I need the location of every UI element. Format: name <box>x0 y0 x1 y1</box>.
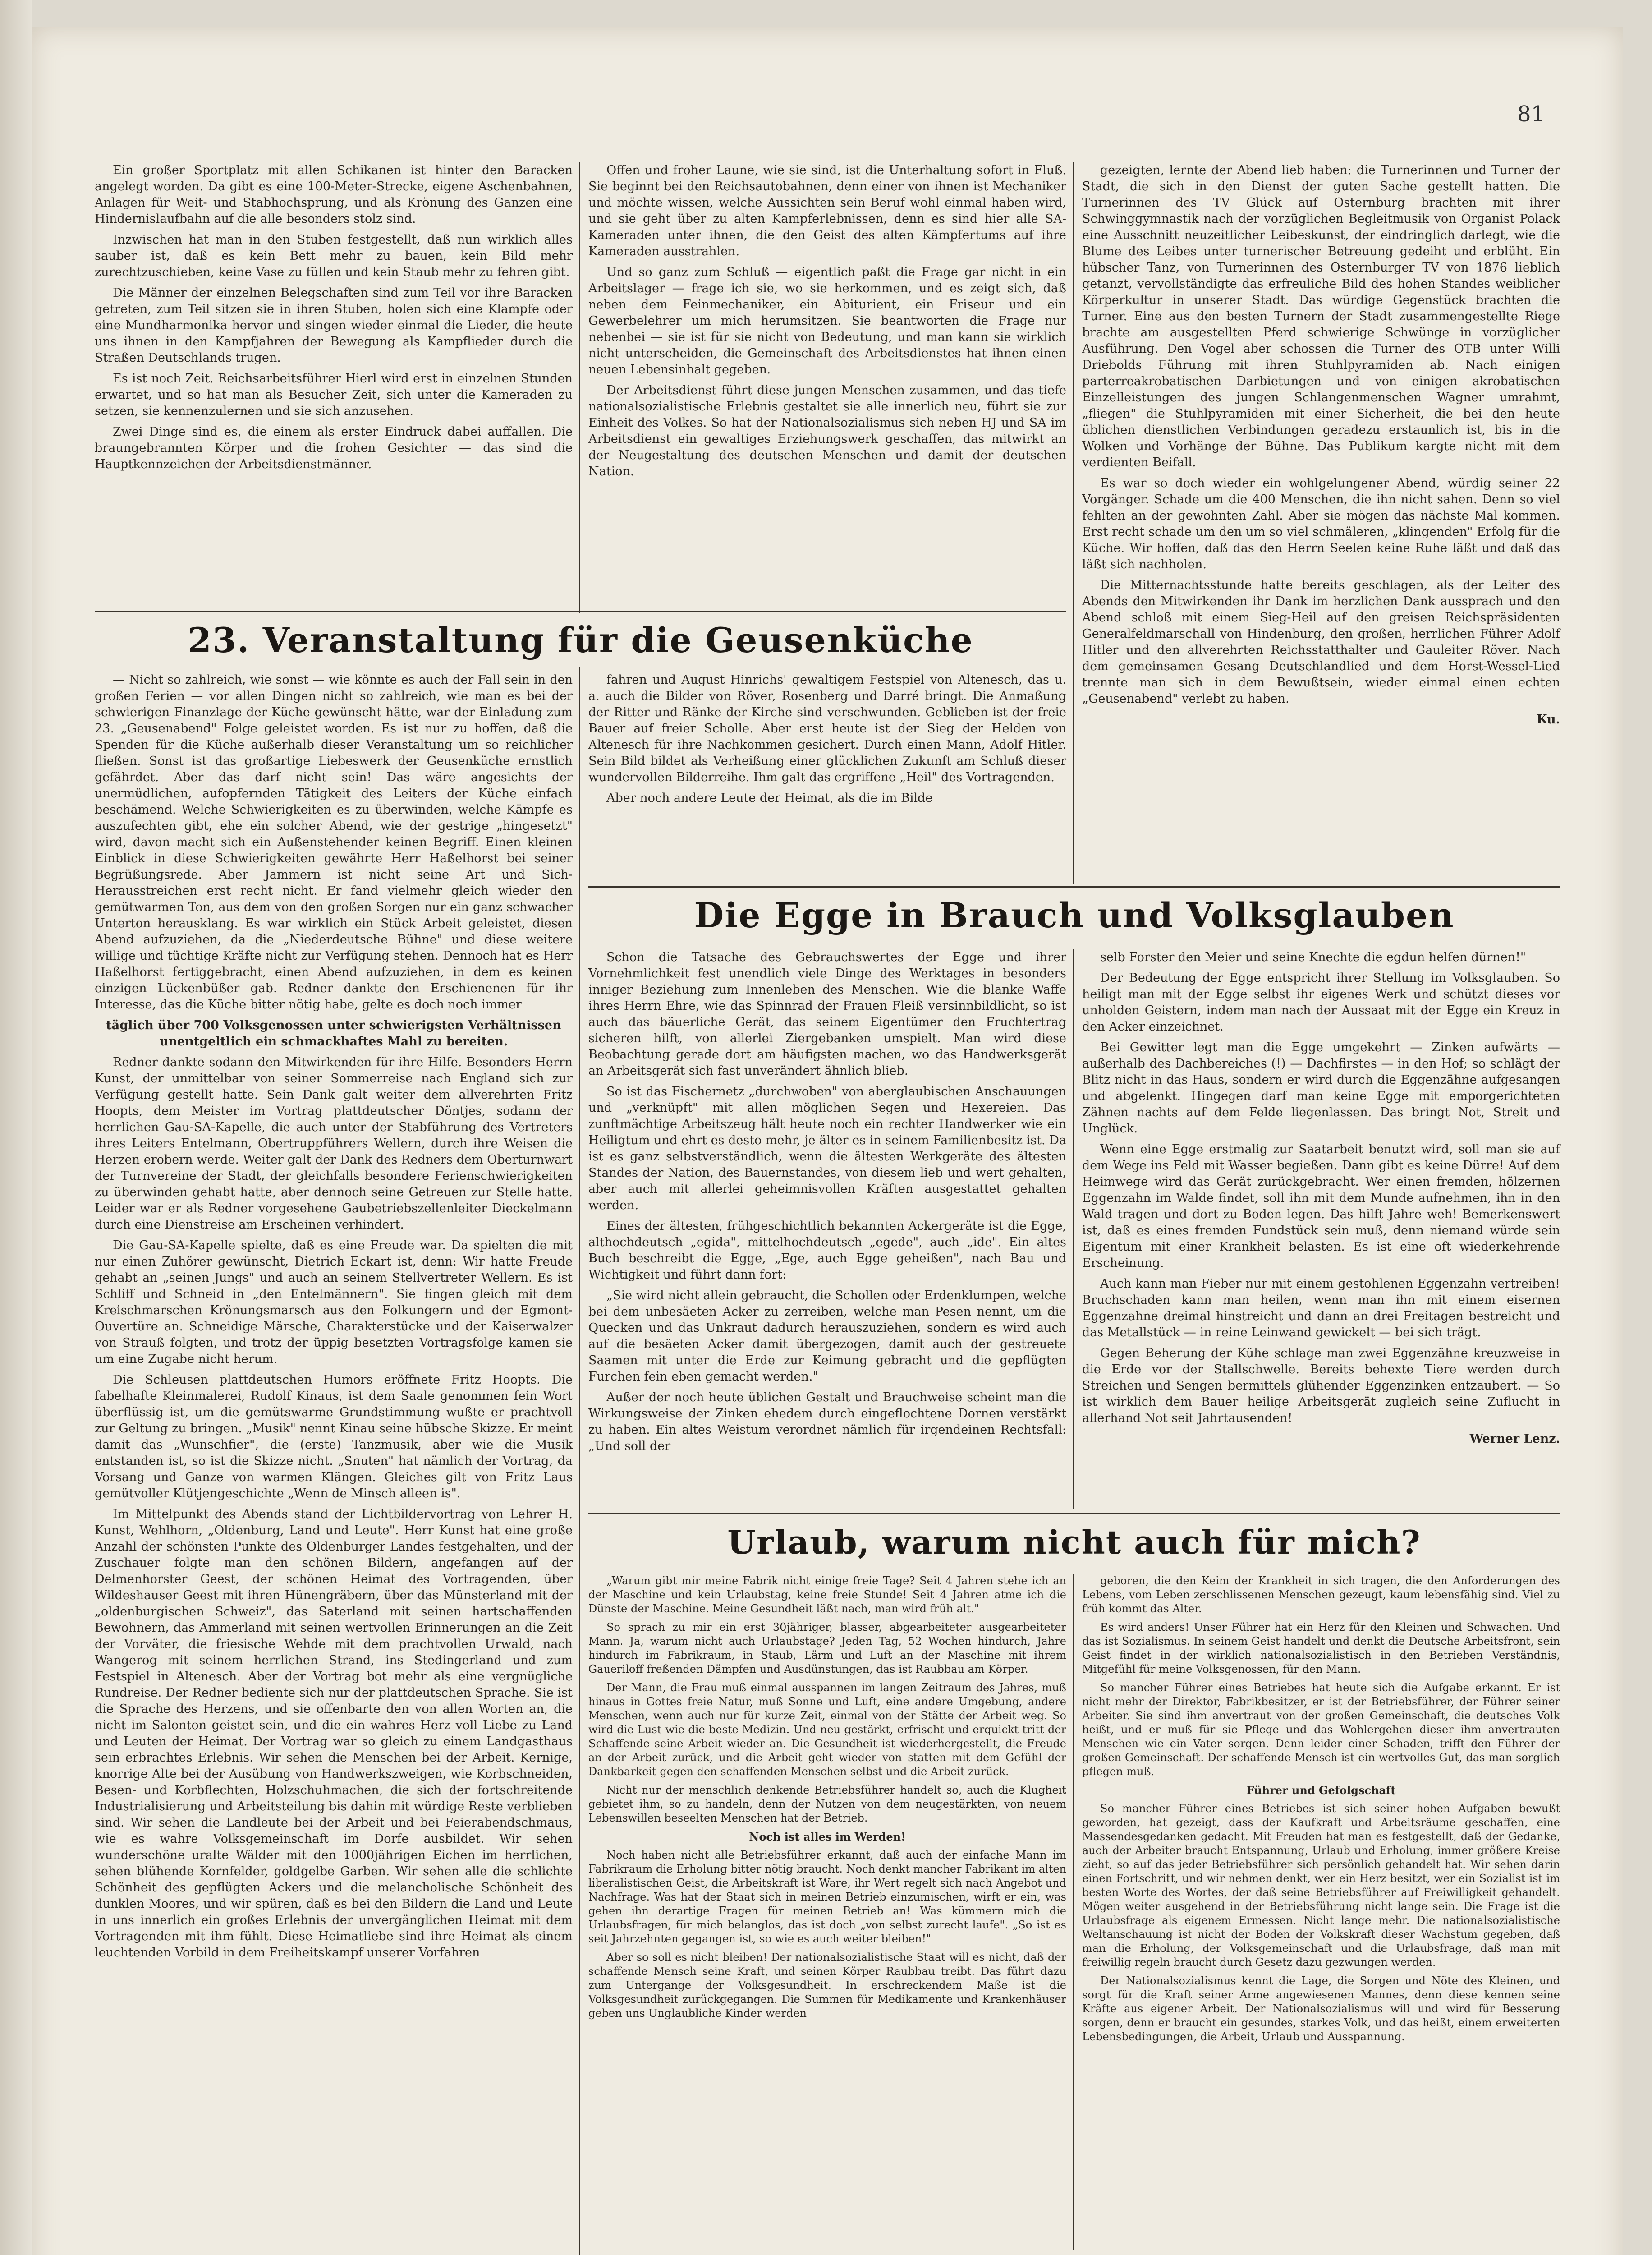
column-rule <box>1073 162 1074 884</box>
column-rule <box>579 667 580 2255</box>
top-right-column <box>1082 162 1560 884</box>
paragraph: Der Nationalsozialismus kennt die Lage, die Sorgen und Nöte des Kleinen, und sorgt für die Kraft seiner Arme angewiesenen Mannes, denn diese kennen seine Kräfte aus eigener Arbeit. Der Nationalsozialismus will und wird für Besserung sorgen, denn er braucht ein gesundes, starkes Volk, und das heißt, einem erweiterten Lebensbedingungen, die Arbeit, Urlaub und Ausspannung. <box>1082 1974 1560 2043</box>
paragraph: Es ist noch Zeit. Reichsarbeitsführer Hierl wird erst in einzelnen Stunden erwartet, und so hat man als Besucher Zeit, sich unter die Kameraden zu setzen, sie kennenzulernen und sie sich anzusehen. <box>95 372 573 418</box>
subheading: Noch ist alles im Werden! <box>749 1830 906 1843</box>
paragraph: — Nicht so zahlreich, wie sonst — wie könnte es auch der Fall sein in den großen Ferien — vor allen Dingen nicht so zahlreich, wie man es bei der schwierigen Finanzlage der Küche gewünscht hätte, war der Einladung zum 23. „Geusenabend" Folge geleistet worden. Es ist nur zu hoffen, daß die Spenden für die Küche außerhalb dieser Veranstaltung um so reichlicher fließen. Sonst ist das großartige Liebeswerk der Geusenküche ernstlich gefährdet. Aber das darf nicht sein! Das wäre angesichts der unermüdlichen, aufopfernden Tätigkeit des Leiters der Küche einfach beschämend. Welche Schwierigkeiten es zu überwinden, welche Kämpfe es auszufechten gibt, ehe ein solcher Abend, wie der gestrige „hingesetzt" wird, davon macht sich ein Außenstehender keinen Begriff. Einen kleinen Einblick in diese Schwierigkeiten gewährte Herr Haßelhorst bei seiner Begrüßungsrede. Aber Jammern ist nicht seine Art und Sich-Herausstreichen erst recht nicht. Er fand vielmehr gleich wieder den gemütwarmen Ton, aus dem von den großen Sorgen nur ein ganz schwacher Unterton herausklang. Es war wirklich ein Stück Arbeit geleistet, diesen Abend aufzuziehen, da die „Niederdeutsche Bühne" und diese weitere willige und tüchtige Kräfte nicht zur Verfügung stehen. Dennoch hat es Herr Haßelhorst fertiggebracht, einen Abend aufzuziehen, in dem es keinen einzigen Lückenbüßer gab. Redner dankte den Erschienenen für ihr Interesse, das die Küche bitter nötig habe, gelte es doch noch immer <box>95 673 573 1012</box>
paragraph: Offen und froher Laune, wie sie sind, ist die Unterhaltung sofort in Fluß. Sie beginnt bei den Reichsautobahnen, denn einer von ihnen ist Mechaniker und möchte wissen, welche Aussichten sein Beruf wohl einmal haben wird, und sie geht über zu alten Kampferlebnissen, denn es sind hier alle SA-Kameraden unter ihnen, die den Geist des alten Kämpfertums auf ihre Kameraden ausstrahlen. <box>588 163 1066 258</box>
paragraph: Die Schleusen plattdeutschen Humors eröffnete Fritz Hoopts. Die fabelhafte Kleinmalerei, Rudolf Kinaus, ist dem Saale genommen fein Wort überflüssig ist, um die gemütswarme Grundstimmung wußte er prachtvoll zur Geltung zu bringen. „Musik" nennt Kinau seine hübsche Skizze. Er meint damit das „Wunschfier", die (erste) Tanzmusik, aber wie die Musik entstanden ist, so ist die Skizze nicht. „Snuten" hat nämlich der Vortrag, da Vorsang und Ganze von warmen Klängen. Gleiches gilt von Fritz Laus gemütvoller Klütjengeschichte „Wenn de Minsch alleen is". <box>95 1373 573 1500</box>
paragraph: Redner dankte sodann den Mitwirkenden für ihre Hilfe. Besonders Herrn Kunst, der unmittelbar von seiner Sommerreise nach England sich zur Verfügung gestellt hatte. Sein Dank galt weiter dem allverehrten Fritz Hoopts, dem Meister im Vortrag plattdeutscher Döntjes, sodann der herrlichen Gau-SA-Kapelle, die auch unter der Stabführung des Vertreters ihres Leiters Entelmann, Obertruppführers Wellern, durch ihre Weisen die Herzen erobern werde. Weiter galt der Dank des Redners dem Oberturnwart der Turnvereine der Stadt, der gleichfalls besondere Ferienschwierigkeiten zu überwinden gehabt hatte, aber dennoch seine Getreuen zur Stelle hatte. Leider war er als Redner vorgesehene Gaubetriebszellenleiter Dieckelmann durch eine Dienstreise am Erscheinen verhindert. <box>95 1055 573 1232</box>
paragraph: Aber so soll es nicht bleiben! Der nationalsozialistische Staat will es nicht, daß der schaffende Mensch seine Kraft, und seinen Körper Raubbau treibt. Das führt dazu zum Untergange der Volksgesundheit. In erschreckendem Maße ist die Volksgesundheit zurückgegangen. Die Summen für Medikamente und Krankenhäuser geben uns Unglaubliche Kinder werden <box>588 1951 1066 2020</box>
page-number: 81 <box>1517 101 1545 127</box>
paragraph: Der Mann, die Frau muß einmal ausspannen im langen Zeitraum des Jahres, muß hinaus in Gottes freie Natur, muß Sonne und Luft, eine andere Umgebung, andere Menschen, wenn auch nur für kurze Zeit, einmal von der Stätte der Arbeit weg. So wird die Lust wie die beste Medizin. Und neu gestärkt, erfrischt und erquickt tritt der Schaffende seine Arbeit wieder an. Die Gesundheit ist wiederhergestellt, die Freude an der Arbeit zurück, und die Arbeit geht wieder von statten mit dem Gefühl der Dankbarkeit gegen den schaffenden Menschen selbst und die Arbeit zurück. <box>588 1681 1066 1778</box>
paragraph: Der Bedeutung der Egge entspricht ihrer Stellung im Volksglauben. So heiligt man mit der Egge selbst ihr eigenes Werk und schützt dieses vor unholden Geistern, indem man nach der Aussaat mit der Egge ein Kreuz in den Acker einzeichnet. <box>1082 971 1560 1034</box>
author-signature: Werner Lenz. <box>1469 1432 1560 1446</box>
section-rule <box>588 1513 1560 1514</box>
top-middle-column <box>588 162 1066 613</box>
paragraph: Die Männer der einzelnen Belegschaften sind zum Teil vor ihre Baracken getreten, zum Teil sitzen sie in ihren Stuben, holen sich eine Klampfe oder eine Mundharmonika hervor und singen wieder einmal die Lieder, die heute uns ihnen in den Kampfjahren der Bewegung als Kampflieder durch die Straßen Deutschlands trugen. <box>95 286 573 365</box>
article2-left-column <box>95 672 573 2255</box>
paragraph: Der Arbeitsdienst führt diese jungen Menschen zusammen, und das tiefe nationalsozialistische Erlebnis gestaltet sie alle innerlich neu, führt sie zur Einheit des Volkes. So hat der Nationalsozialismus sich neben HJ und SA im Arbeitsdienst ein gewaltiges Erziehungswerk geschaffen, das mitwirkt an der Neugestaltung des deutschen Menschen und damit der deutschen Nation. <box>588 383 1066 479</box>
paragraph: Eines der ältesten, frühgeschichtlich bekannten Ackergeräte ist die Egge, althochdeutsch „egida", mittelhochdeutsch „egede", auch „ide". Ein altes Buch beschreibt die Egge, „Ege, auch Egge geheißen", nach Bau und Wichtigkeit und führt dann fort: <box>588 1219 1066 1282</box>
article3-left-column <box>588 949 1066 1509</box>
quoted-paragraph: „Sie wird nicht allein gebraucht, die Schollen oder Erdenklumpen, welche bei dem unbesäeten Acker zu zerreiben, welche man Pesen nennt, um die Quecken und das Unkraut dadurch herauszuziehen, sondern es wird auch auf die besäeten Acker damit übergezogen, damit auch der gestreuete Saamen mit unter die Erde zur Keimung gebracht und die gepflügten Furchen fein eben gemacht werden." <box>588 1289 1066 1384</box>
paragraph: Ein großer Sportplatz mit allen Schikanen ist hinter den Baracken angelegt worden. Da gibt es eine 100-Meter-Strecke, eigene Aschenbahnen, Anlagen für Weit- und Stabhochsprung, und als Krönung des Ganzen eine Hindernislaufbahn auf die alle besonders stolz sind. <box>95 163 573 226</box>
newspaper-page <box>32 27 1623 2255</box>
paragraph: So mancher Führer eines Betriebes ist sich seiner hohen Aufgaben bewußt geworden, hat gezeigt, dass der Kaufkraft und Arbeitsräume geschaffen, eine Massendesgedanken gedacht. Mit Freuden hat man es festgestellt, daß der Gedanke, auch der Arbeiter braucht Entspannung, Urlaub und Erholung, immer größere Kreise zieht, so auf das jeder Betriebsführer sich persönlich gehandelt hat. Wir sehen darin einen Fortschritt, und wir nehmen denkt, wer ein Herz besitzt, wer ein Sozialist ist im besten Worte des Wortes, der daß seine Betriebsführer auf Freiwilligkeit gehandelt. Mögen weiter ausgehend in der Betriebsführung nicht lange sein. Die Frage ist die Urlaubsfrage als eigenem Ermessen. Nicht lange mehr. Die nationalsozialistische Weltanschauung ist nicht der Boden der Volkskraft dieser Wachstum gegeben, daß man die Erholung, der Volksgemeinschaft und die Urlaubsfrage, daß man mit freiwillig regeln braucht durch Gesetz dazu gezwungen werden. <box>1082 1802 1560 1969</box>
paragraph: Bei Gewitter legt man die Egge umgekehrt — Zinken aufwärts — außerhalb des Dachbereiches (!) — Dachfirstes — in den Hof; so schlägt der Blitz nicht in das Haus, sondern er wird durch die Eggenzähne aufgesangen und abgelenkt. Hingegen darf man keine Egge mit emporgerichteten Zähnen nachts auf dem Felde liegenlassen. Das bringt Not, Streit und Unglück. <box>1082 1040 1560 1136</box>
paragraph: Und so ganz zum Schluß — eigentlich paßt die Frage gar nicht in ein Arbeitslager — frage ich sie, wo sie herkommen, und es zeigt sich, daß neben dem Feinmechaniker, ein Abiturient, ein Friseur und ein Gewerbelehrer um mich herumsitzen. Sie beantworten die Frage nur nebenbei — sie ist für sie nicht von Bedeutung, und man kann sie wirklich nicht unterscheiden, die Gemeinschaft des Arbeitsdienstes hat ihnen einen neuen Lebensinhalt gegeben. <box>588 265 1066 377</box>
paragraph: Die Gau-SA-Kapelle spielte, daß es eine Freude war. Da spielten die mit nur einen Zuhörer gewünscht, Dietrich Eckart ist, denn: Wir hatte Freude gehabt an „seinen Jungs" und auch an seinem Stellvertreter Wellern. Es ist Schliff und Schneid in „den Entelmännern". Sie fingen gleich mit dem Kreischmarschen Krönungsmarsch aus den Folkungern und der Egmont-Ouvertüre an. Schneidige Märsche, Charakterstücke und der Kaiserwalzer von Strauß folgten, und trotz der üppig besetzten Vortragsfolge kamen sie um eine Zugabe nicht herum. <box>95 1238 573 1366</box>
paragraph: Im Mittelpunkt des Abends stand der Lichtbildervortrag von Lehrer H. Kunst, Wehlhorn, „Oldenburg, Land und Leute". Herr Kunst hat eine große Anzahl der schönsten Punkte des Oldenburger Landes festgehalten, und der Zuschauer folgte man den schönen Bildern, angefangen auf der Delmenhorster Geest, der schönen Heimat des Vortragenden, über Wildeshauser Geest mit ihren Hünengräbern, über das Münsterland mit der „oldenburgischen Schweiz", das Saterland mit seinen hartschaffenden Bewohnern, das Ammerland mit seinen wertvollen Erinnerungen an die Zeit der Vorväter, die friesische Wehde mit dem prachtvollen Urwald, nach Wangerog mit seinem herrlichen Strand, ins Stedingerland und zum Festspiel in Altenesch. Aber der Vortrag bot mehr als eine vergnügliche Rundreise. Der Redner bediente sich nur der plattdeutschen Sprache. Sie ist die Sprache des Herzens, und sie offenbarte den von allen Worten an, die nicht im Salonton geistet sein, und die ein wahres Herz voll Liebe zu Land und Leuten der Heimat. Der Vortrag war so gleich zu einem Landgasthaus sein erbrachtes Erlebnis. Wir sehen die Menschen bei der Arbeit. Kernige, knorrige Alte bei der Ausübung von Handwerkszweigen, wie Korbschneiden, Besen- und Korbflechten, Holzschuhmachen, die sich der fortschreitende Industrialisierung und Arbeitsteilung bis dahin mit würdige Reste verblieben sind. Wir sehen die Landleute bei der Arbeit und bei Feierabendschmaus, wie es wahre Volksgemeinschaft im Dorfe ausbildet. Wir sehen wunderschöne uralte Wälder mit den 1000jährigen Eichen im herrlichen, sehen blühende Kornfelder, goldgelbe Garben. Wir sehen alle die schlichte Schönheit des gepflügten Ackers und die melancholische Schönheit des dunklen Moores, und wir spüren, daß es bei den Bildern die Land und Leute in uns innerlich ein großes Erlebnis der unvergänglichen Heimat mit dem Vortragenden mit ihm fühlt. Diese Heimatliebe sind ihre Heimat als einem leuchtenden Vorbild in dem Freiheitskampf unserer Vorfahren <box>95 1507 573 1960</box>
subheading: Führer und Gefolgschaft <box>1246 1784 1396 1797</box>
paragraph: fahren und August Hinrichs' gewaltigem Festspiel von Altenesch, das u. a. auch die Bilder von Röver, Rosenberg und Darré bringt. Die Anmaßung der Ritter und Ränke der Kirche sind verschwunden. Geblieben ist der freie Bauer auf freier Scholle. Aber erst heute ist der Sieg der Helden von Altenesch für ihre Nachkommen gesichert. Durch einen Mann, Adolf Hitler. Sein Bild bildet als Verheißung einer glücklichen Zukunft am Schluß dieser wundervollen Bilderreihe. Ihm galt das ergriffene „Heil" des Vortragenden. <box>588 673 1066 784</box>
section-rule <box>588 886 1560 888</box>
paragraph: Aber noch andere Leute der Heimat, als die im Bilde <box>606 791 933 805</box>
column-rule <box>1073 1574 1074 2250</box>
paragraph: Schon die Tatsache des Gebrauchswertes der Egge und ihrer Vornehmlichkeit fest unendlich viele Dinge des Werktages in besonders inniger Beziehung zum Innenleben des Menschen. Wie die blanke Waffe ihres Herrn Ehre, wie das Spinnrad der Frauen Fleiß versinnbildlicht, so ist auch das bäuerliche Gerät, das seinem Eigentümer den Fruchtertrag sicheren hilft, von allerlei Ziergebanken umspielt. Man wird diese Beobachtung gerade dort am häufigsten machen, wo das Handwerksgerät an Arbeitsgerät sich fast unverändert ähnlich blieb. <box>588 950 1066 1078</box>
paragraph: Es wird anders! Unser Führer hat ein Herz für den Kleinen und Schwachen. Und das ist Sozialismus. In seinem Geist handelt und denkt die Deutsche Arbeitsfront, sein Geist findet in der wirklich nationalsozialistisch in den Betrieben Verständnis, Mitgefühl für meine Volksgenossen, für den Mann. <box>1082 1621 1560 1675</box>
paragraph: „Warum gibt mir meine Fabrik nicht einige freie Tage? Seit 4 Jahren stehe ich an der Maschine und kein Urlaubstag, keine freie Stunde! Seit 4 Jahren atme ich die Dünste der Maschine. Meine Gesundheit läßt nach, man wird früh alt." <box>588 1574 1066 1615</box>
article-headline: Urlaub, warum nicht auch für mich? <box>727 1523 1421 1561</box>
article4-right-column <box>1082 1574 1560 2250</box>
paragraph: Die Mitternachtsstunde hatte bereits geschlagen, als der Leiter des Abends den Mitwirkenden ihr Dank im herzlichen Dank aussprach und den Abend schloß mit einem Sieg-Heil auf den greisen Reichspräsidenten Generalfeldmarschall von Hindenburg, den großen, herrlichen Führer Adolf Hitler und den allverehrten Reichsstatthalter und Gauleiter Röver. Nach dem gemeinsamen Gesang Deutschlandlied und dem Horst-Wessel-Lied trennte man sich in dem Bewußtsein, wieder einmal einen echten „Geusenabend" verlebt zu haben. <box>1082 578 1560 706</box>
article2-right-column <box>588 672 1066 884</box>
paragraph: Inzwischen hat man in den Stuben festgestellt, daß nun wirklich alles sauber ist, daß es kein Bett mehr zu bauen, kein Bild mehr zurechtzuschieben, keine Vase zu füllen und kein Staub mehr zu fehren gibt. <box>95 233 573 279</box>
paragraph: gezeigten, lernte der Abend lieb haben: die Turnerinnen und Turner der Stadt, die sich in den Dienst der guten Sache gestellt hatten. Die Turnerinnen des TV Glück auf Osternburg brachten mit ihrer Schwinggymnastik nach der vorzüglichen Begleitmusik von Organist Polack eine Ausschnitt neuzeitlicher Leibeskunst, der eindringlich darlegt, wie die Blume des Leibes unter turnerischer Betreuung gedeiht und erblüht. Ein hübscher Tanz, von Turnerinnen des Osternburger TV von 1876 lieblich getanzt, vervollständigte das erfreuliche Bild des hohen Standes weiblicher Körperkultur in unserer Stadt. Das würdige Gegenstück brachten die Turner. Eine aus den besten Turnern der Stadt zusammengestellte Riege brachte am ausgestellten Pferd schwierige Schwünge in vorzüglicher Ausführung. Den Vogel aber schossen die Turner des OTB unter Willi Driebolds Führung mit ihren Stuhlpyramiden ab. Nach einigen parterreakrobatischen Darbietungen und von einigen akrobatischen Einzelleistungen des jungen Schlangenmenschen Wagner umrahmt, „fliegen" die Stuhlpyramiden mit einer Sicherheit, die bei den heute üblichen dienstlichen Verbindungen geradezu erstaunlich ist, bis in die Wolken und Vorhänge der Bühne. Das Publikum kargte nicht mit dem verdienten Beifall. <box>1082 163 1560 469</box>
paragraph: Noch haben nicht alle Betriebsführer erkannt, daß auch der einfache Mann im Fabrikraum die Erholung bitter nötig braucht. Noch denkt mancher Fabrikant im alten liberalistischen Geist, die Arbeitskraft ist Ware, ihr Wert regelt sich nach Angebot und Nachfrage. Was hat der Staat sich in meinen Betrieb einzumischen, wirft er ein, was gehen ihn derartige Fragen für meinen Betrieb an! Was kümmern mich die Urlaubsfragen, für mich belanglos, das ist doch „von selbst zurecht laufe". „So ist es seit Jahrzehnten gegangen ist, so wie es auch weiter bleiben!" <box>588 1849 1066 1945</box>
paragraph: Gegen Beherung der Kühe schlage man zwei Eggenzähne kreuzweise in die Erde vor der Stallschwelle. Bereits behexte Tiere werden durch Streichen und Sengen bermittels glühender Eggenzinken entzaubert. — So ist wirklich dem Bauer heilige Arbeitsgerät zugleich seine Zuflucht in allerhand Not seit Jahrtausenden! <box>1082 1346 1560 1425</box>
author-signature: Ku. <box>1537 713 1560 727</box>
paragraph: So mancher Führer eines Betriebes hat heute sich die Aufgabe erkannt. Er ist nicht mehr der Direktor, Fabrikbesitzer, er ist der Betriebsführer, der Führer seiner Arbeiter. Sie sind ihm anvertraut von der großen Gemeinschaft, die deutsches Volk heißt, und er muß für sie Pflege und das Wohlergehen dieser ihm anvertrauten Menschen wie ein Vater sorgen. Denn leider einer Schaden, trifft den Führer der großen Gemeinschaft. Der schaffende Mensch ist ein wertvolles Gut, das man sorglich pflegen muß. <box>1082 1681 1560 1778</box>
paragraph: Wenn eine Egge erstmalig zur Saatarbeit benutzt wird, soll man sie auf dem Wege ins Feld mit Wasser begießen. Dann gibt es keine Dürre! Auf dem Heimwege wird das Gerät zurückgebracht. Wer einen fremden, hölzernen Eggenzahn im Walde findet, soll ihn mit dem Munde aufnehmen, ihn in den Wald tragen und dort zu Boden legen. Das hilft Jahre weh! Bemerkenswert ist, daß es eines fremden Fundstück sein muß, denn niemand würde sein Eigentum mit einer Krankheit belasten. Es ist eine oft wiederkehrende Erscheinung. <box>1082 1142 1560 1270</box>
article3-right-column <box>1082 949 1560 1509</box>
highlighted-paragraph: täglich über 700 Volksgenossen unter schwierigsten Verhältnissen unentgeltlich ein schmackhaftes Mahl zu bereiten. <box>106 1018 561 1049</box>
column-rule <box>579 162 580 613</box>
section-rule <box>95 611 1066 612</box>
article-headline: 23. Veranstaltung für die Geusenküche <box>188 620 973 660</box>
column-rule <box>1073 949 1074 1509</box>
paragraph: Zwei Dinge sind es, die einem als erster Eindruck dabei auffallen. Die braungebrannten Körper und die frohen Gesichter — das sind die Hauptkennzeichen der Arbeitsdienstmänner. <box>95 425 573 471</box>
article-headline: Die Egge in Brauch und Volksglauben <box>694 895 1455 935</box>
top-left-column <box>95 162 573 645</box>
paragraph: Es war so doch wieder ein wohlgelungener Abend, würdig seiner 22 Vorgänger. Schade um die 400 Menschen, die ihn nicht sahen. Denn so viel fehlten an der gewohnten Zahl. Aber sie mögen das nächste Mal kommen. Erst recht schade um den um so viel schmäleren, „klingenden" Erfolg für die Küche. Wir hoffen, daß das den Herrn Seelen keine Ruhe läßt und daß das läßt sich nachholen. <box>1082 476 1560 571</box>
paragraph: Auch kann man Fieber nur mit einem gestohlenen Eggenzahn vertreiben! Bruchschaden kann man heilen, wenn man ihn mit einem eisernen Eggenzahne dreimal hinstreicht und dann an drei Freitagen bestreicht und das Metallstück — in reine Leinwand gewickelt — bei sich trägt. <box>1082 1277 1560 1339</box>
paragraph: Nicht nur der menschlich denkende Betriebsführer handelt so, auch die Klugheit gebietet ihm, so zu handeln, denn der Nutzen von dem neugestärkten, von neuem Lebenswillen beseelten Menschen hat der Betrieb. <box>588 1784 1066 1824</box>
paragraph: So ist das Fischernetz „durchwoben" von aberglaubischen Anschauungen und „verknüpft" mit allen möglichen Segen und Hexereien. Das zunftmächtige Arbeitszeug hält heute noch ein rechter Handwerker wie ein Heiligtum und ehrt es desto mehr, je älter es in seinem Familienbesitz ist. Da ist es ganz selbstverständlich, wenn die ältesten Werkgeräte des ältesten Standes der Nation, des Bauernstandes, von diesem lieb und wert gehalten, aber auch mit allerlei geheimnisvollen Kräften ausgestattet gehalten werden. <box>588 1085 1066 1212</box>
article4-left-column <box>588 1574 1066 2250</box>
adjacent-page-edge <box>0 0 32 2255</box>
paragraph: selb Forster den Meier und seine Knechte die egdun helfen dürnen!" <box>1100 950 1526 964</box>
paragraph: Außer der noch heute üblichen Gestalt und Brauchweise scheint man die Wirkungsweise der Zinken ehedem durch eingeflochtene Dornen verstärkt zu haben. Ein altes Weistum verordnet nämlich für irgendeinen Rechtsfall: „Und soll der <box>588 1390 1066 1453</box>
paragraph: So sprach zu mir ein erst 30jähriger, blasser, abgearbeiteter ausgearbeiteter Mann. Ja, warum nicht auch Urlaubstage? Jeden Tag, 52 Wochen hindurch, Jahre hindurch im Fabrikraum, in Staub, Lärm und Luft an der Maschine mit ihrem Gaueriloff freßenden Dämpfen und Ausdünstungen, das ist Raubbau am Körper. <box>588 1621 1066 1675</box>
paragraph: geboren, die den Keim der Krankheit in sich tragen, die den Anforderungen des Lebens, vom Leben zerschlissenen Menschen gezeugt, kaum lebensfähig sind. Viel zu früh kommt das Alter. <box>1082 1574 1560 1615</box>
